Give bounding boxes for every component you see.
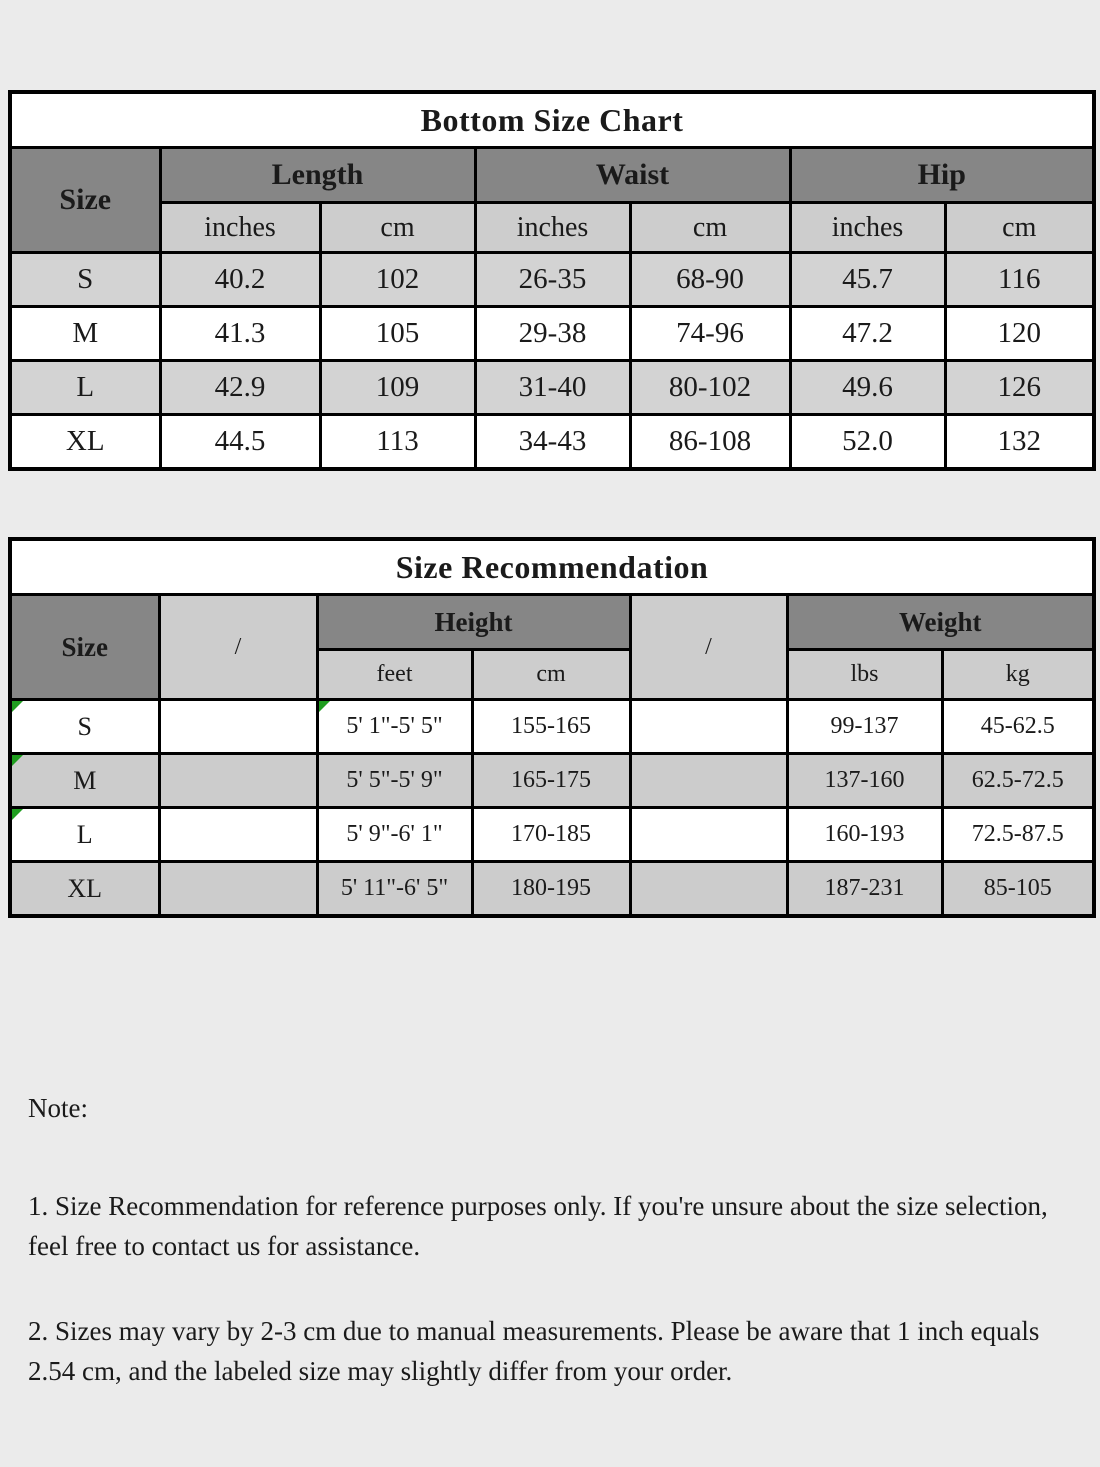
column-header-size: Size [10,148,160,253]
table-row-l [10,361,1094,415]
length-cm-cell: 102 [320,253,475,307]
empty-cell [630,754,787,808]
size-cell: XL [10,862,159,917]
hip-inches-cell: 45.7 [790,253,945,307]
waist-cm-cell: 68-90 [630,253,790,307]
height-feet-cell: 5' 11"-6' 5" [317,862,472,917]
notes-heading: Note: [28,1093,88,1123]
length-inches-cell: 44.5 [160,415,320,470]
hip-inches-cell: 47.2 [790,307,945,361]
length-cm-cell: 109 [320,361,475,415]
column-header-length: Length [160,148,475,203]
empty-cell [630,700,787,754]
unit-header-length-cm: cm [320,203,475,253]
size-cell: S [10,253,160,307]
unit-header-weight-lbs: lbs [787,650,942,700]
weight-lbs-cell: 160-193 [787,808,942,862]
corner-flag-icon [12,701,23,712]
unit-header-waist-inches: inches [475,203,630,253]
size-cell: M [10,754,159,808]
size-cell: L [10,808,159,862]
waist-inches-cell: 29-38 [475,307,630,361]
unit-header-waist-cm: cm [630,203,790,253]
waist-inches-cell: 26-35 [475,253,630,307]
weight-lbs-cell: 137-160 [787,754,942,808]
note-item-2: 2. Sizes may vary by 2-3 cm due to manual measurements. Please be aware that 1 inch equals 2.54 cm, and the labeled size may slightly differ from your order. [28,1316,1040,1386]
bottom-size-chart-title: Bottom Size Chart [10,92,1094,148]
table-row-xl [10,862,1094,917]
empty-cell [159,700,317,754]
size-cell: S [10,700,159,754]
hip-inches-cell: 52.0 [790,415,945,470]
weight-kg-cell: 72.5-87.5 [942,808,1094,862]
hip-cm-cell: 132 [945,415,1094,470]
unit-header-hip-cm: cm [945,203,1094,253]
length-inches-cell: 40.2 [160,253,320,307]
height-cm-cell: 155-165 [472,700,630,754]
table-row-m [10,307,1094,361]
empty-cell [159,862,317,917]
size-recommendation-title: Size Recommendation [10,539,1094,595]
column-header-slash-right: / [630,595,787,700]
bottom-size-chart-table [8,90,1096,471]
hip-inches-cell: 49.6 [790,361,945,415]
waist-inches-cell: 31-40 [475,361,630,415]
length-cm-cell: 113 [320,415,475,470]
waist-cm-cell: 80-102 [630,361,790,415]
waist-inches-cell: 34-43 [475,415,630,470]
waist-cm-cell: 86-108 [630,415,790,470]
table-row-l [10,808,1094,862]
height-cm-cell: 170-185 [472,808,630,862]
table-title-row [10,539,1094,595]
empty-cell [630,862,787,917]
empty-cell [159,754,317,808]
column-header-slash-left: / [159,595,317,700]
column-header-height: Height [317,595,630,650]
empty-cell [630,808,787,862]
weight-kg-cell: 85-105 [942,862,1094,917]
corner-flag-icon [12,809,23,820]
table-title-row [10,92,1094,148]
column-header-weight: Weight [787,595,1094,650]
hip-cm-cell: 120 [945,307,1094,361]
unit-header-length-inches: inches [160,203,320,253]
weight-kg-cell: 62.5-72.5 [942,754,1094,808]
column-header-hip: Hip [790,148,1094,203]
table-row-s [10,253,1094,307]
height-cm-cell: 165-175 [472,754,630,808]
corner-flag-icon [12,755,23,766]
height-feet-cell: 5' 9"-6' 1" [317,808,472,862]
unit-header-height-feet: feet [317,650,472,700]
unit-header-weight-kg: kg [942,650,1094,700]
size-cell: XL [10,415,160,470]
length-inches-cell: 42.9 [160,361,320,415]
column-header-size: Size [10,595,159,700]
height-feet-cell: 5' 1"-5' 5" [317,700,472,754]
waist-cm-cell: 74-96 [630,307,790,361]
size-cell: L [10,361,160,415]
weight-kg-cell: 45-62.5 [942,700,1094,754]
table-row-xl [10,415,1094,470]
height-feet-cell: 5' 5"-5' 9" [317,754,472,808]
length-cm-cell: 105 [320,307,475,361]
hip-cm-cell: 126 [945,361,1094,415]
height-cm-cell: 180-195 [472,862,630,917]
table-row-m [10,754,1094,808]
notes-section [28,1088,1068,1436]
unit-header-height-cm: cm [472,650,630,700]
length-inches-cell: 41.3 [160,307,320,361]
column-header-waist: Waist [475,148,790,203]
hip-cm-cell: 116 [945,253,1094,307]
group-header-row [10,595,1094,650]
weight-lbs-cell: 187-231 [787,862,942,917]
weight-lbs-cell: 99-137 [787,700,942,754]
size-recommendation-table [8,537,1096,918]
empty-cell [159,808,317,862]
group-header-row [10,148,1094,203]
unit-header-hip-inches: inches [790,203,945,253]
size-cell: M [10,307,160,361]
corner-flag-icon [319,701,330,712]
note-item-1: 1. Size Recommendation for reference purposes only. If you're unsure about the size selection, feel free to contact us for assistance. [28,1191,1048,1261]
table-row-s [10,700,1094,754]
unit-header-row [10,203,1094,253]
